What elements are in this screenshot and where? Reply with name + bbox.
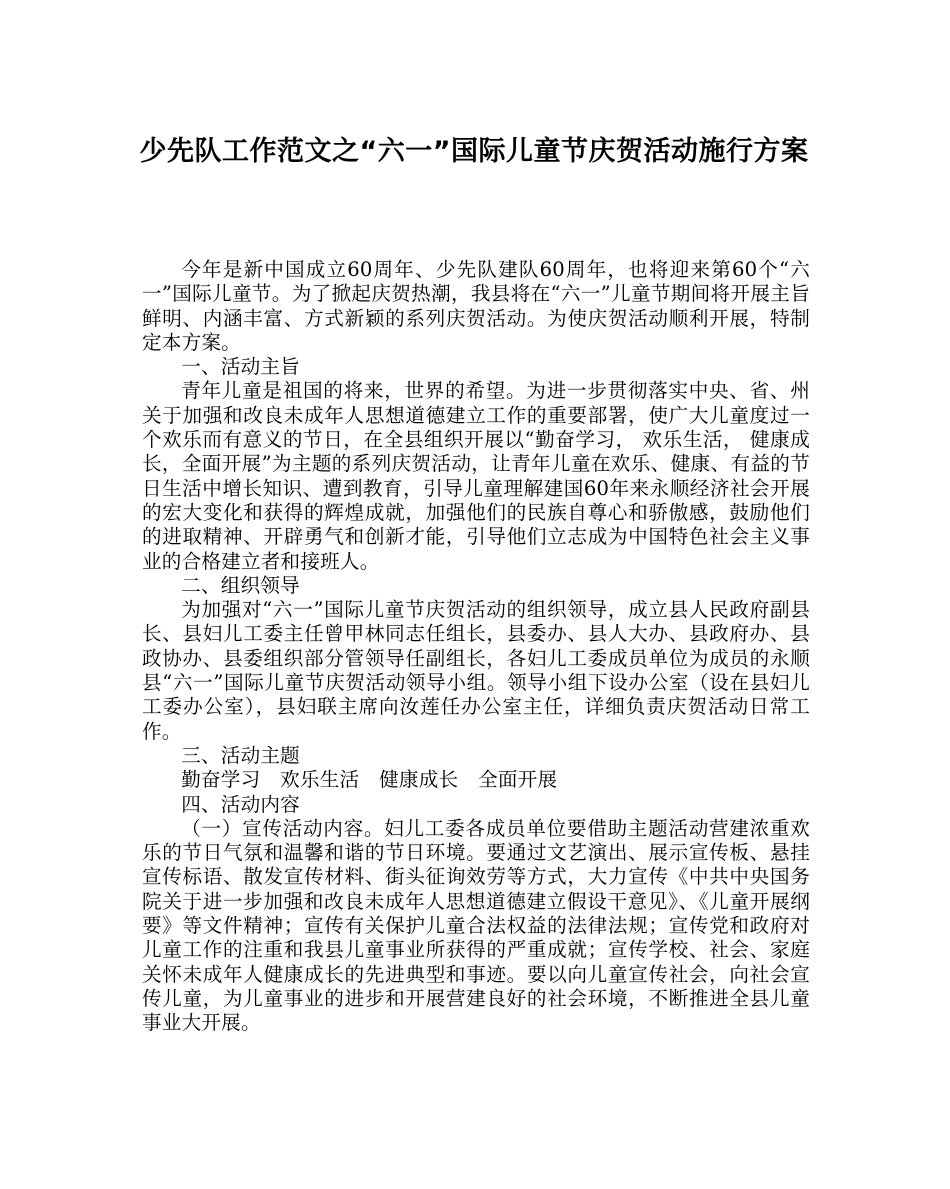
purpose-paragraph: 青年儿童是祖国的将来，世界的希望。为进一步贯彻落实中央、省、州关于加强和改良未成年人思想道德建立工作的重要部署，使广大儿童度过一个欢乐而有意义的节日，在全县组织开展以“勤奋学习， 欢乐生活， 健康成长，全面开展”为主题的系列庆贺活动，让青年儿童在欢乐、健康、有益的节日生活中增长知识、遭到教育，引导儿童理解建国60年来永顺经济社会开展的宏大变化和获得的辉煌成就，加强他们的民族自尊心和骄傲感，鼓励他们的进取精神、开辟勇气和创新才能，引导他们立志成为中国特色社会主义事业的合格建立者和接班人。	[142, 379, 810, 573]
section-heading-organization: 二、组织领导	[181, 573, 300, 597]
document-title: 少先队工作范文之“六一”国际儿童节庆贺活动施行方案	[139, 136, 809, 167]
intro-paragraph: 今年是新中国成立60周年、少先队建队60周年，也将迎来第60个“六一”国际儿童节。为了掀起庆贺热潮，我县将在“六一”儿童节期间将开展主旨鲜明、内涵丰富、方式新颖的系列庆贺活动。为使庆贺活动顺利开展，特制定本方案。	[142, 258, 810, 354]
section-heading-purpose: 一、活动主旨	[181, 355, 300, 379]
organization-paragraph: 为加强对“六一”国际儿童节庆贺活动的组织领导，成立县人民政府副县长、县妇儿工委主任曾甲林同志任组长，县委办、县人大办、县政府办、县政协办、县委组织部分管领导任副组长，各妇儿工委成员单位为成员的永顺县“六一”国际儿童节庆贺活动领导小组。领导小组下设办公室（设在县妇儿工委办公室），县妇联主席向汝莲任办公室主任，详细负责庆贺活动日常工作。	[142, 598, 810, 743]
section-heading-content: 四、活动内容	[181, 792, 300, 816]
document-body	[142, 258, 810, 1036]
content-paragraph: （一）宣传活动内容。妇儿工委各成员单位要借助主题活动营建浓重欢乐的节日气氛和温馨和谐的节日环境。要通过文艺演出、展示宣传板、悬挂宣传标语、散发宣传材料、街头征询效劳等方式，大力宣传《中共中央国务院关于进一步加强和改良未成年人思想道德建立假设干意见》、《儿童开展纲要》等文件精神；宣传有关保护儿童合法权益的法律法规；宣传党和政府对儿童工作的注重和我县儿童事业所获得的严重成就；宣传学校、社会、家庭关怀未成年人健康成长的先进典型和事迹。要以向儿童宣传社会，向社会宣传儿童，为儿童事业的进步和开展营建良好的社会环境，不断推进全县儿童事业大开展。	[142, 816, 810, 1035]
section-heading-theme: 三、活动主题	[181, 743, 300, 767]
theme-paragraph: 勤奋学习 欢乐生活 健康成长 全面开展	[181, 768, 558, 792]
